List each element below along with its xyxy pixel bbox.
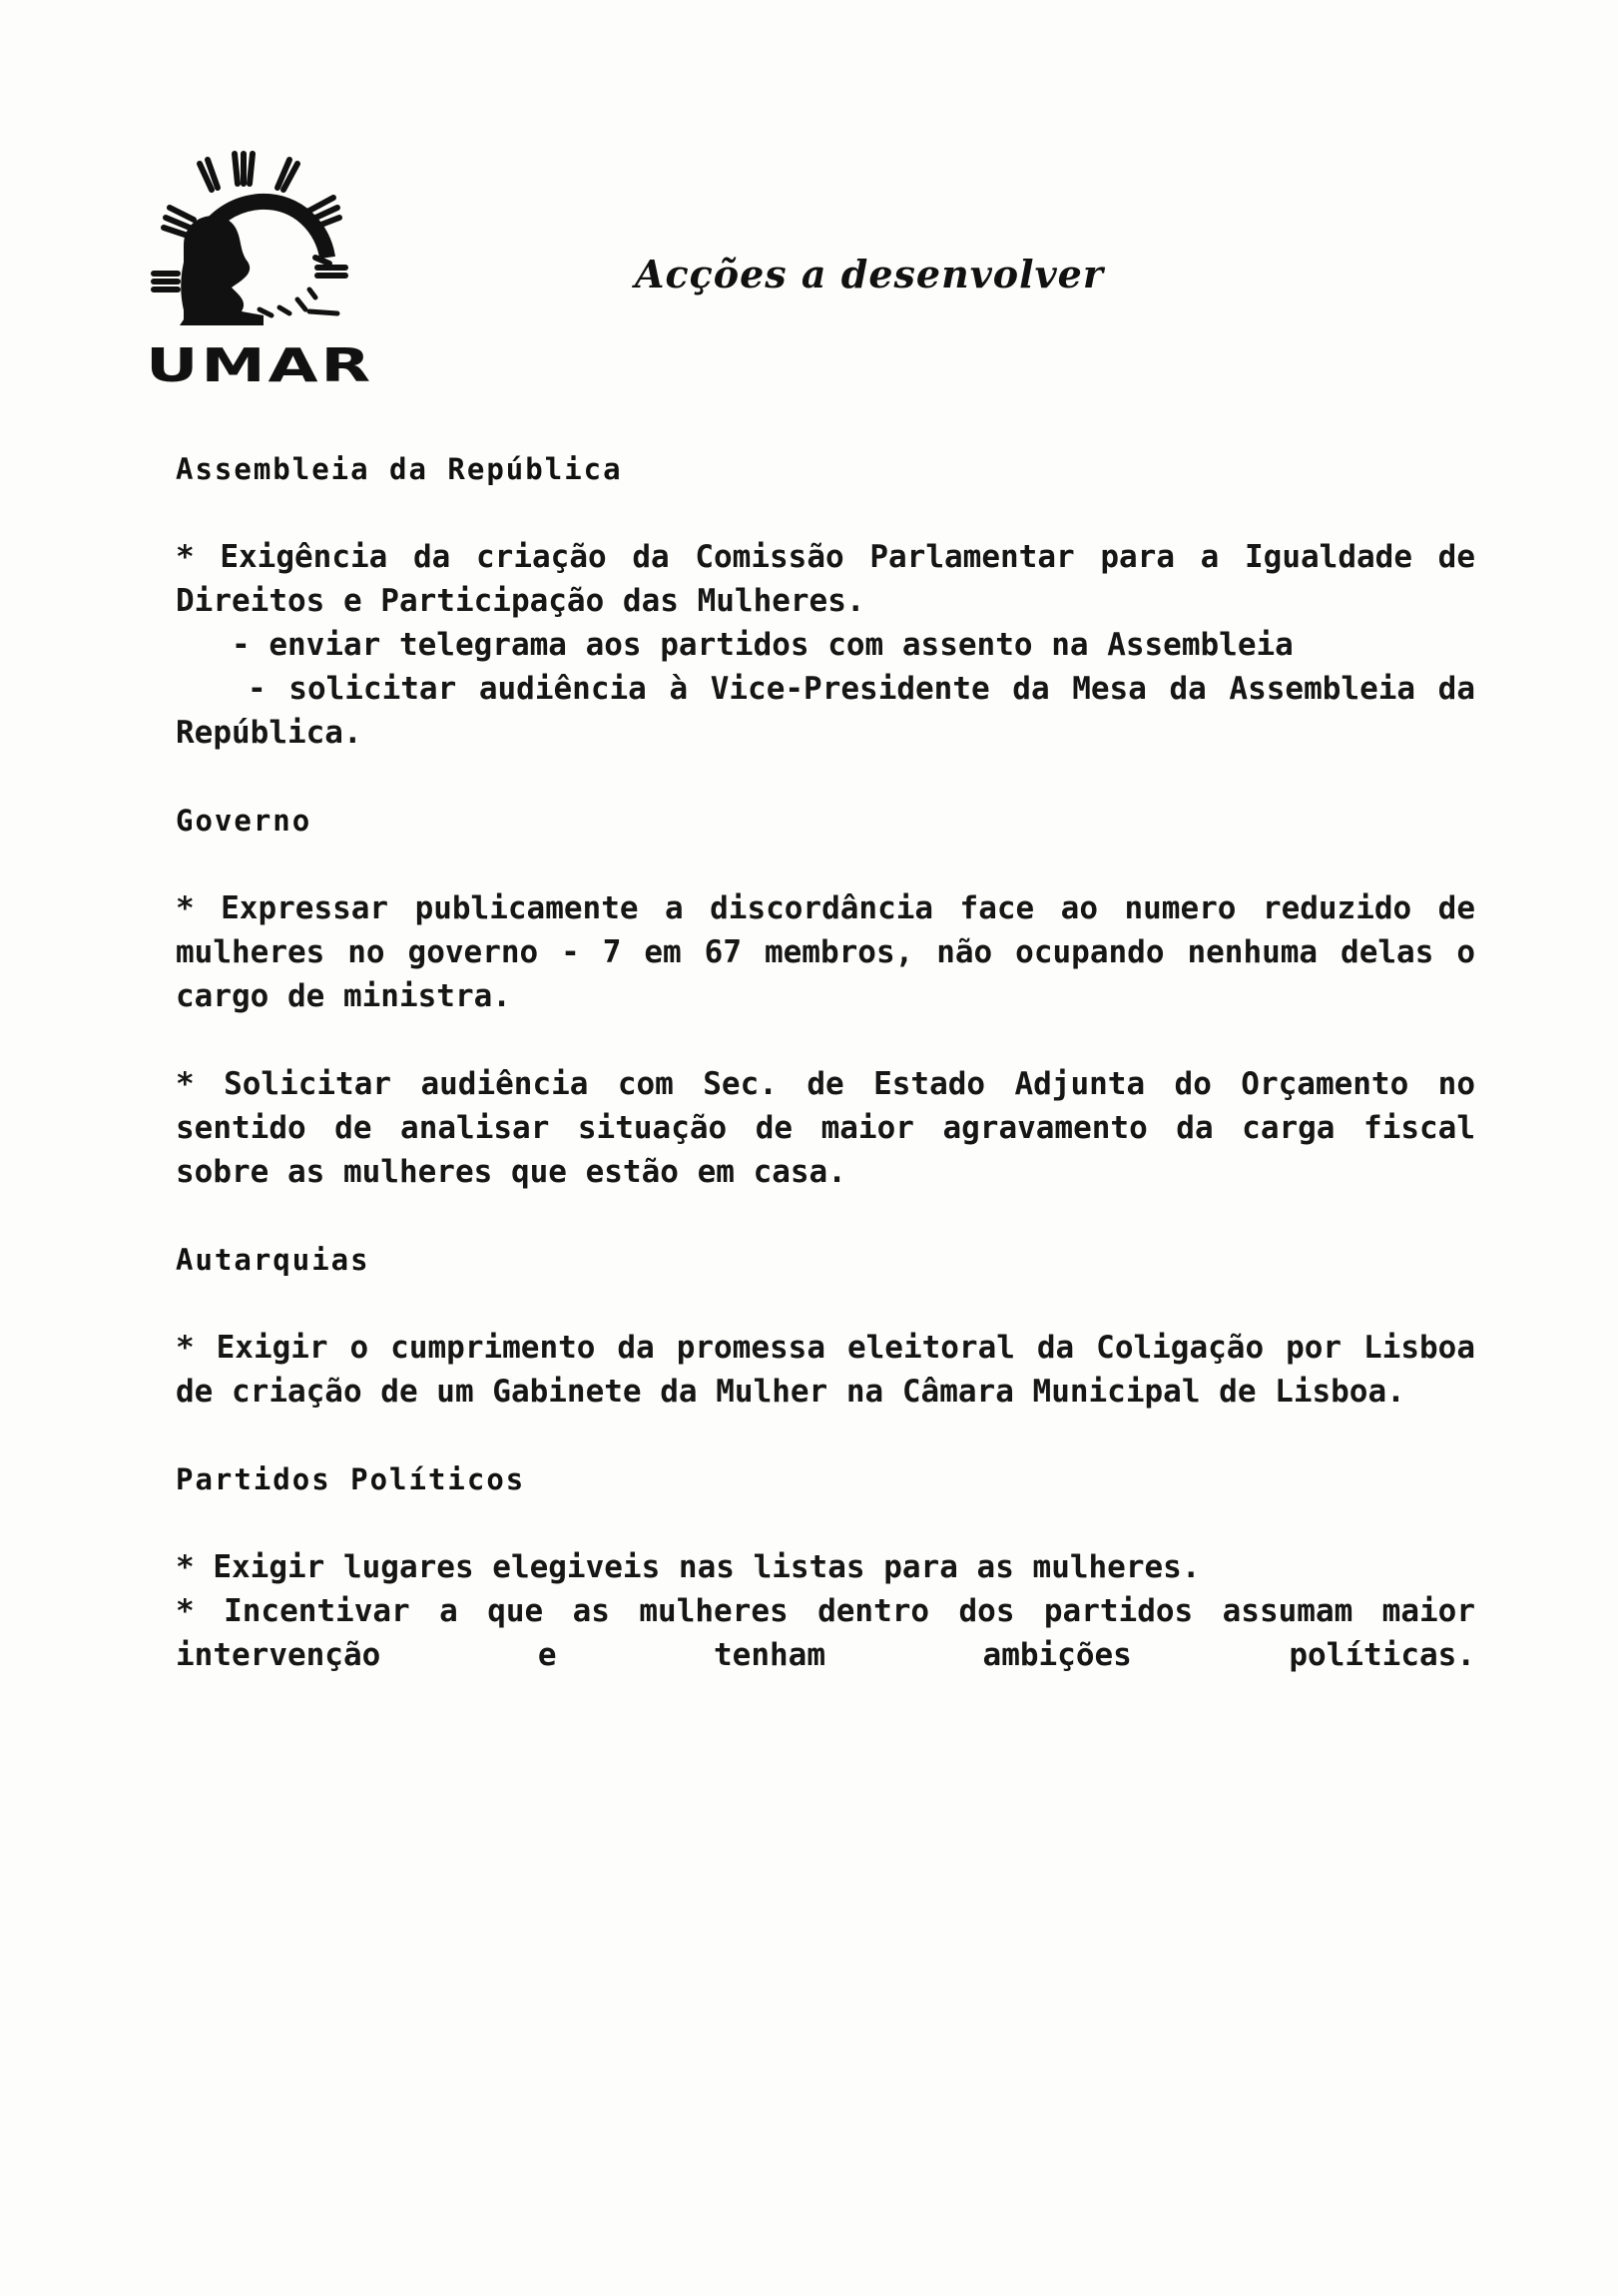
section-heading: Partidos Políticos <box>176 1462 526 1496</box>
umar-logo-icon <box>140 150 379 389</box>
umar-logo <box>140 150 379 389</box>
action-item: * Incentivar a que as mulheres dentro dos partidos assumam maior intervenção e tenham ambições políticas. <box>176 1593 1475 1673</box>
action-item: * Exigir o cumprimento da promessa eleitoral da Coligação por Lisboa de criação de um Gabinete da Mulher na Câmara Municipal de Lisboa. <box>176 1330 1475 1410</box>
action-item: * Expressar publicamente a discordância face ao numero reduzido de mulheres no governo - 7 em 67 membros, não ocupando nenhuma delas o cargo de ministra. <box>176 890 1475 1014</box>
section-autarquias <box>176 1238 1475 1414</box>
section-partidos <box>176 1457 1475 1677</box>
section-assembleia <box>176 447 1475 755</box>
umar-logo-text: UMAR <box>146 338 373 389</box>
action-item: * Exigir lugares elegiveis nas listas para as mulheres. <box>176 1549 1201 1585</box>
action-item: * Solicitar audiência com Sec. de Estado Adjunta do Orçamento no sentido de analisar situação de maior agravamento da carga fiscal sobre as mulheres que estão em casa. <box>176 1066 1475 1190</box>
action-subitem: - solicitar audiência à Vice-Presidente da Mesa da Assembleia da República. <box>176 671 1475 751</box>
section-heading: Assembleia da República <box>176 452 623 486</box>
action-item: * Exigência da criação da Comissão Parlamentar para a Igualdade de Direitos e Participação das Mulheres. <box>176 539 1475 619</box>
section-heading: Autarquias <box>176 1243 370 1277</box>
action-subitem: - enviar telegrama aos partidos com assento na Assembleia <box>232 627 1294 663</box>
document-body <box>176 447 1475 1677</box>
document-title: Acções a desenvolver <box>635 252 1104 296</box>
section-heading: Governo <box>176 804 312 838</box>
section-governo <box>176 799 1475 1194</box>
